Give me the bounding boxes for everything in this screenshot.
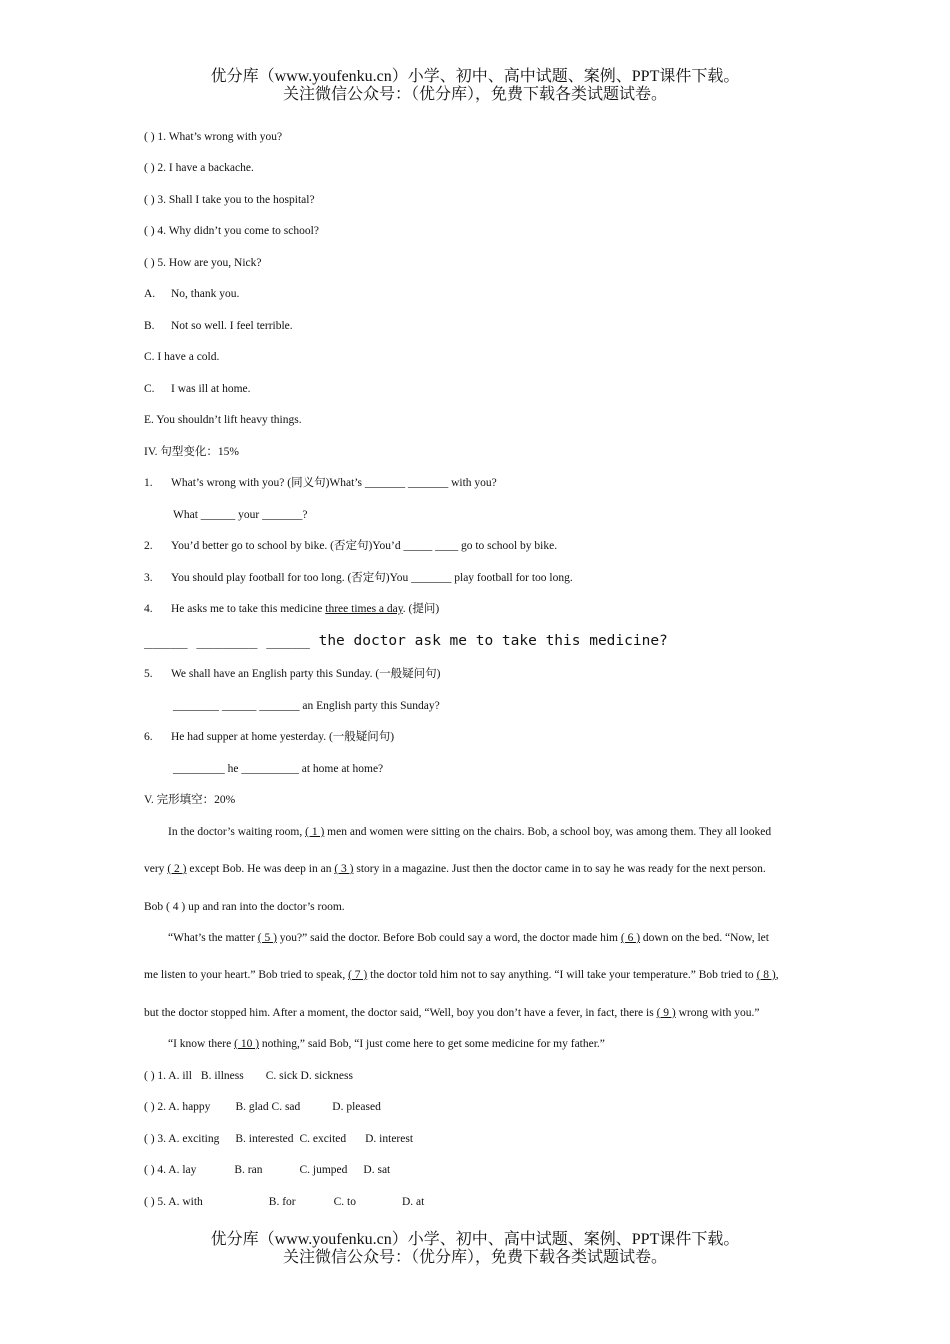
- blank-7: ( 7 ): [348, 969, 368, 981]
- blank-2: ( 2 ): [167, 863, 187, 875]
- cloze-p3-line1: “I know there ( 10 ) nothing,” said Bob, “I just come here to get some medicine for my father.”: [168, 1038, 605, 1050]
- page-header: [0, 68, 950, 104]
- blank-10: ( 10 ): [234, 1038, 260, 1050]
- matching-option-a: A. No, thank you.: [144, 288, 240, 300]
- choice-row-1: ( ) 1. A. ill B. illness C. sick D. sickness: [144, 1070, 353, 1082]
- matching-option-b: B. Not so well. I feel terrible.: [144, 320, 293, 332]
- transform-question-2: 2. You’d better go to school by bike. (否定句)You’d _____ ____ go to school by bike.: [144, 540, 558, 552]
- transform-question-5-sub: ________ ______ _______ an English party this Sunday?: [173, 700, 440, 712]
- transform-question-6-sub: _________ he __________ at home at home?: [173, 763, 384, 775]
- matching-question-4: ( ) 4. Why didn’t you come to school?: [144, 225, 319, 237]
- matching-option-c1: C. I have a cold.: [144, 351, 220, 363]
- cloze-p2-line1: “What’s the matter ( 5 ) you?” said the doctor. Before Bob could say a word, the doctor made him ( 6 ) down on the bed. “Now, let: [168, 932, 769, 944]
- cloze-p2-line3: but the doctor stopped him. After a moment, the doctor said, “Well, boy you don’t have a fever, in fact, there is ( 9 ) wrong with you.”: [144, 1007, 760, 1019]
- section-5-title: V. 完形填空：20%: [144, 794, 236, 806]
- blank-8: ( 8 ): [756, 969, 776, 981]
- choice-row-4: ( ) 4. A. lay B. ran C. jumped D. sat: [144, 1164, 391, 1176]
- transform-question-1: 1. What’s wrong with you? (同义句)What’s _______ _______ with you?: [144, 477, 497, 489]
- cloze-p1-line1: In the doctor’s waiting room, ( 1 ) men and women were sitting on the chairs. Bob, a school boy, was among them. They all looked: [168, 826, 772, 838]
- blank-5: ( 5 ): [257, 932, 277, 944]
- blank-1: ( 1 ): [305, 826, 325, 838]
- choice-row-3: ( ) 3. A. exciting B. interested C. excited D. interest: [144, 1133, 414, 1145]
- transform-question-4: 4. He asks me to take this medicine three times a day. (提问): [144, 603, 440, 615]
- header-line-1: 优分库（www.youfenku.cn）小学、初中、高中试题、案例、PPT课件下载。: [210, 68, 740, 85]
- transform-question-4-sub: _____ _______ _____ the doctor ask me to take this medicine?: [144, 633, 668, 649]
- cloze-p2-line2: me listen to your heart.” Bob tried to speak, ( 7 ) the doctor told him not to say anything. “I will take your temperature.” Bob tried to ( 8 ),: [144, 969, 779, 981]
- footer-line-2: 关注微信公众号：（优分库），免费下载各类试题试卷。: [282, 1249, 667, 1266]
- matching-option-c2: C. I was ill at home.: [144, 383, 251, 395]
- underlined-phrase: three times a day: [325, 603, 403, 615]
- transform-question-6: 6. He had supper at home yesterday. (一般疑问句): [144, 731, 395, 743]
- matching-question-5: ( ) 5. How are you, Nick?: [144, 257, 262, 269]
- choice-row-2: ( ) 2. A. happy B. glad C. sad D. pleased: [144, 1101, 381, 1113]
- matching-question-3: ( ) 3. Shall I take you to the hospital?: [144, 194, 315, 206]
- matching-question-2: ( ) 2. I have a backache.: [144, 162, 254, 174]
- matching-question-1: ( ) 1. What’s wrong with you?: [144, 131, 283, 143]
- cloze-p1-line3: Bob ( 4 ) up and ran into the doctor’s room.: [144, 901, 345, 913]
- header-line-2: 关注微信公众号：（优分库），免费下载各类试题试卷。: [282, 86, 667, 103]
- matching-option-e: E. You shouldn’t lift heavy things.: [144, 414, 302, 426]
- cloze-p1-line2: very ( 2 ) except Bob. He was deep in an ( 3 ) story in a magazine. Just then the doctor came in to say he was ready for the next person.: [144, 863, 766, 875]
- blank-6: ( 6 ): [620, 932, 641, 944]
- section-4-title: IV. 句型变化：15%: [144, 446, 239, 458]
- transform-question-1-sub: What ______ your _______?: [173, 509, 308, 521]
- page-footer: [0, 1231, 950, 1267]
- footer-line-1: 优分库（www.youfenku.cn）小学、初中、高中试题、案例、PPT课件下载。: [210, 1231, 740, 1248]
- choice-row-5: ( ) 5. A. with B. for C. to D. at: [144, 1196, 425, 1208]
- transform-question-5: 5. We shall have an English party this Sunday. (一般疑问句): [144, 668, 441, 680]
- blank-9: ( 9 ): [656, 1007, 676, 1019]
- blank-3: ( 3 ): [334, 863, 354, 875]
- transform-question-3: 3. You should play football for too long. (否定句)You _______ play football for too long.: [144, 572, 573, 584]
